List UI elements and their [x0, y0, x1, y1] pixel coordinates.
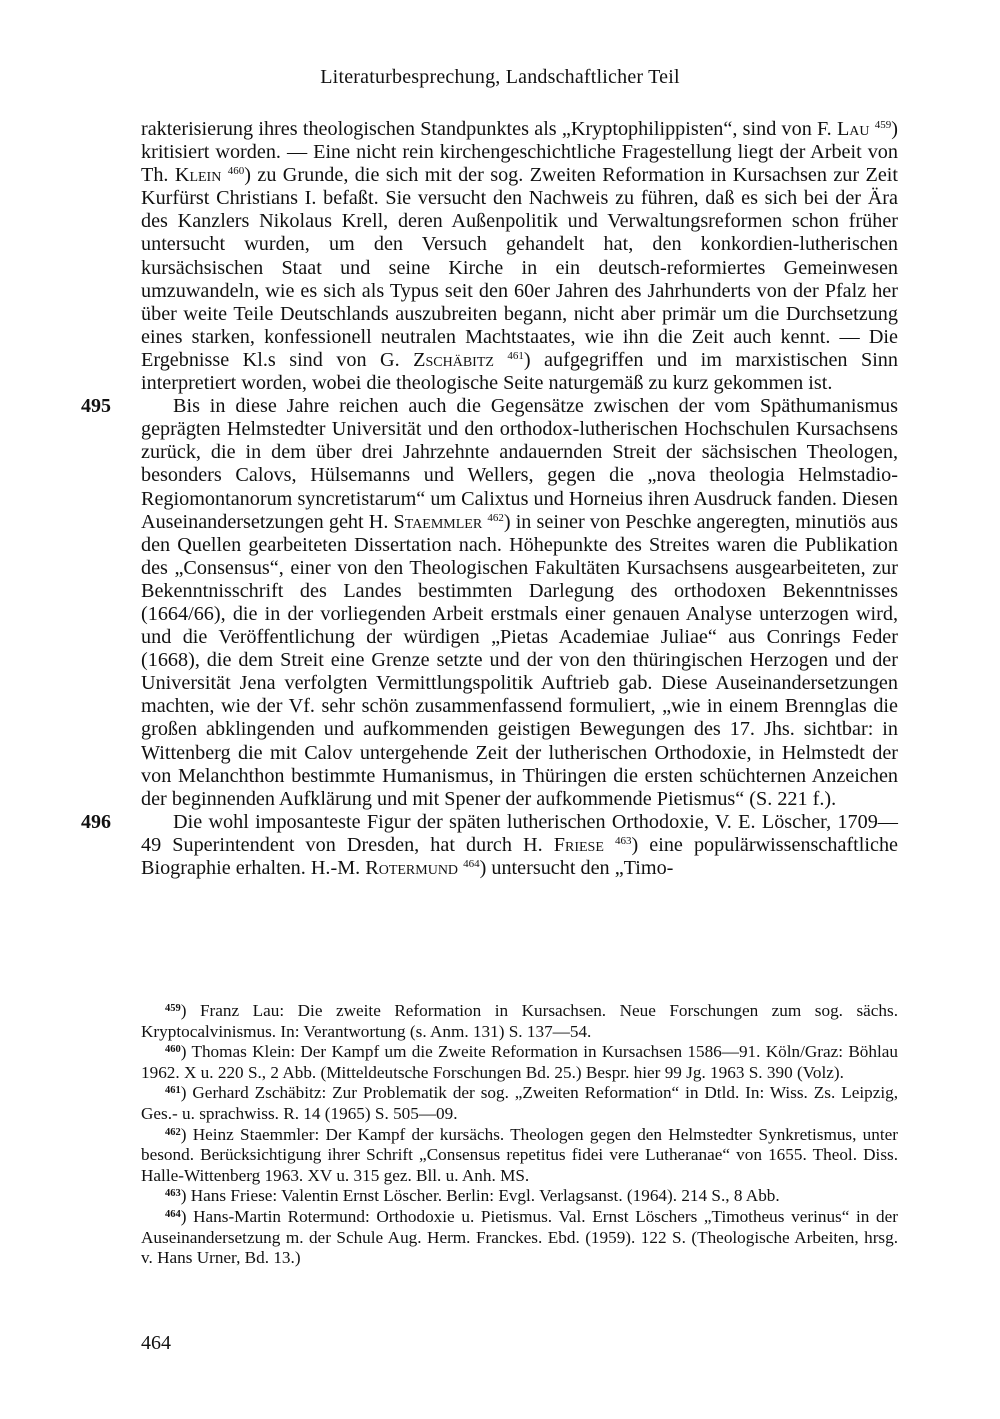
footnote-text: ) Gerhard Zschäbitz: Zur Problematik der sog. „Zweiten Reformation“ in Dtld. In: Wiss. Zs. Leipzig, Ges.- u. sprachwiss. R. 14 (1965) S. 505—09. — [141, 1083, 898, 1123]
footnote-459 — [141, 1001, 898, 1042]
paragraph-continuation — [141, 118, 898, 395]
text-run: ) kritisiert worden. — Eine nicht rein kirchengeschichtliche Fragestellung liegt der Arbeit von Th. — [141, 118, 898, 187]
author-name-zschaebitz: Zschäbitz — [413, 348, 494, 371]
text-run: ) zu Grunde, die sich mit der sog. Zweiten Reformation in Kursachsen zur Zeit Kurfürst Christians I. befaßt. Sie versucht den Nachweis zu führen, daß es sich bei der Ära des Kanzlers Nikolaus Krell, deren Außenpolitik und Verwaltungsreformen schon früher untersucht wurden, um den Versuch gehandelt hat, den konkordien-lutherischen kursächsischen Staat und seine Kirche in ein deutsch-reformiertes Gemeinwesen umzuwandeln, wie es sich als Typus seit den 60er Jahren des Jahrhunderts von der Pfalz her über weite Teile Deutschlands auszubreiten begann, nicht aber primär um die Durchsetzung eines starken, konfessionell neutralen Machtstaates, wie ihn die Zeit auch kennt. — Die Ergebnisse Kl.s sind von G. — [141, 164, 899, 371]
footnote-463 — [141, 1186, 898, 1207]
paragraph-495 — [81, 395, 899, 811]
text-run: ) eine populärwissenschaftliche Biographie erhalten. H.-M. — [141, 833, 898, 879]
footnote-number: 464 — [165, 1208, 181, 1220]
footnote-ref-460[interactable]: 460 — [227, 165, 245, 178]
margin-number-496: 496 — [81, 810, 111, 833]
text-run: ) aufgegriffen und im marxistischen Sinn interpretiert worden, wobei die theologische Seite naturgemäß zu kurz gekommen ist. — [141, 348, 898, 395]
footnote-number: 461 — [165, 1085, 181, 1097]
author-name-lau: Lau — [836, 118, 870, 140]
footnote-number: 460 — [165, 1044, 181, 1056]
footnote-ref-463[interactable]: 463 — [614, 834, 632, 847]
footnote-ref-459[interactable]: 459 — [874, 119, 892, 131]
footnote-number: 462 — [165, 1126, 181, 1138]
running-head: Literaturbesprechung, Landschaftlicher Teil — [320, 66, 680, 88]
author-name-friese: Friese — [553, 833, 604, 856]
text-run: Bis in diese Jahre reichen auch die Gegensätze zwischen der vom Späthumanismus geprägten Helmstedter Universität und den orthodox-lutherischen Hochschulen Kursachsens zurück, die in dem über drei Jahrzehnte andauernden Streit der sächsischen Theologen, besonders Calovs, Hülsemanns und Wellers, gegen die „nova theologia Helmstadio-Regiomontanorum syncretistarum“ um Calixtus und Horneius ihren Ausdruck fanden. Diesen Auseinandersetzungen geht H. — [141, 395, 898, 533]
text-run: ) untersucht den „Timo- — [479, 857, 674, 879]
footnote-number: 463 — [165, 1188, 181, 1200]
footnote-text: ) Hans Friese: Valentin Ernst Löscher. Berlin: Evgl. Verlagsanst. (1964). 214 S., 8 Abb. — [180, 1186, 780, 1206]
footnote-number: 459 — [165, 1003, 181, 1014]
footnote-ref-462[interactable]: 462 — [487, 511, 504, 524]
footnotes — [141, 1001, 898, 1269]
main-text — [81, 118, 899, 880]
footnote-text: ) Heinz Staemmler: Der Kampf der kursächs. Theologen gegen den Helmstedter Synkretismus, unter besond. Berücksichtigung ihrer Schrift „Consensus repetitus fidei vere Lutheranae“ von 1655. Theol. Diss. Halle-Wittenberg 1963. XV u. 315 gez. Bll. u. Anh. MS. — [141, 1124, 898, 1185]
footnote-464 — [141, 1207, 898, 1269]
author-name-staemmler: Staemmler — [393, 510, 483, 533]
footnote-462 — [141, 1125, 898, 1187]
footnote-text: ) Franz Lau: Die zweite Reformation in Kursachsen. Neue Forschungen zum sog. sächs. Kryptocalvinismus. In: Verantwortung (s. Anm. 131) S. 137—54. — [141, 1001, 898, 1041]
text-run: Die wohl imposanteste Figur der späten lutherischen Orthodoxie, V. E. Löscher, 1709—49 Superintendent von Dresden, hat durch H. — [141, 810, 898, 856]
footnote-460 — [141, 1042, 898, 1083]
text-run: rakterisierung ihres theologischen Standpunktes als „Kryptophilippisten“, sind von F. — [141, 118, 837, 140]
footnote-text: ) Hans-Martin Rotermund: Orthodoxie u. Pietismus. Val. Ernst Löschers „Timotheus verinus“ in der Auseinandersetzung m. der Schule Aug. Herm. Franckes. Ebd. (1959). 122 S. (Theologische Arbeiten, hrsg. v. Hans Urner, Bd. 13.) — [141, 1206, 898, 1268]
margin-number-495: 495 — [81, 395, 111, 418]
paragraph-496 — [81, 810, 898, 880]
page-number: 464 — [141, 1332, 171, 1354]
author-name-klein: Klein — [174, 164, 222, 187]
text-run: ) in seiner von Peschke angeregten, minutiös aus den Quellen gearbeiteten Dissertation nach. Höhepunkte des Streites waren die Publikation des „Consensus“, einer von den Theologischen Fakultäten Kursachsens ausgearbeiteten, zur Bekenntnisschrift des Landes bestimmten Darlegung des orthodoxen Bekenntnisses (1664/66), die in der vorliegenden Arbeit erstmals einer genauen Analyse unterzogen wird, und die Veröffentlichung der würdigen „Pietas Academiae Juliae“ aus Conrings Feder (1668), die dem Streit eine Grenze setzte und der von den thüringischen Herzogen und der Universität Jena verfolgten Vermittlungspolitik Auftrieb gab. Diese Auseinandersetzungen machten, wie der Vf. sehr schön zusammenfassend formuliert, „wie in einem Brennglas die großen abklingenden und aufkommenden geistigen Bewegungen des 17. Jhs. sichtbar: in Wittenberg die mit Calov untergehende Zeit der lutherischen Orthodoxie, in Helmstedt der von Melanchthon bestimmte Humanismus, in Thüringen die ersten schüchternen Anzeichen der beginnenden Aufklärung und mit Spener der aufkommende Pietismus“ (S. 221 f.). — [141, 510, 899, 810]
footnote-461 — [141, 1083, 898, 1124]
author-name-rotermund: Rotermund — [365, 857, 459, 879]
footnote-ref-464[interactable]: 464 — [463, 858, 480, 870]
footnote-ref-461[interactable]: 461 — [507, 349, 524, 362]
footnote-text: ) Thomas Klein: Der Kampf um die Zweite Reformation in Kursachsen 1586—91. Köln/Graz: Böhlau 1962. X u. 220 S., 2 Abb. (Mitteldeutsche Forschungen Bd. 25.) Bespr. hier 99 Jg. 1963 S. 390 (Volz). — [141, 1042, 898, 1082]
